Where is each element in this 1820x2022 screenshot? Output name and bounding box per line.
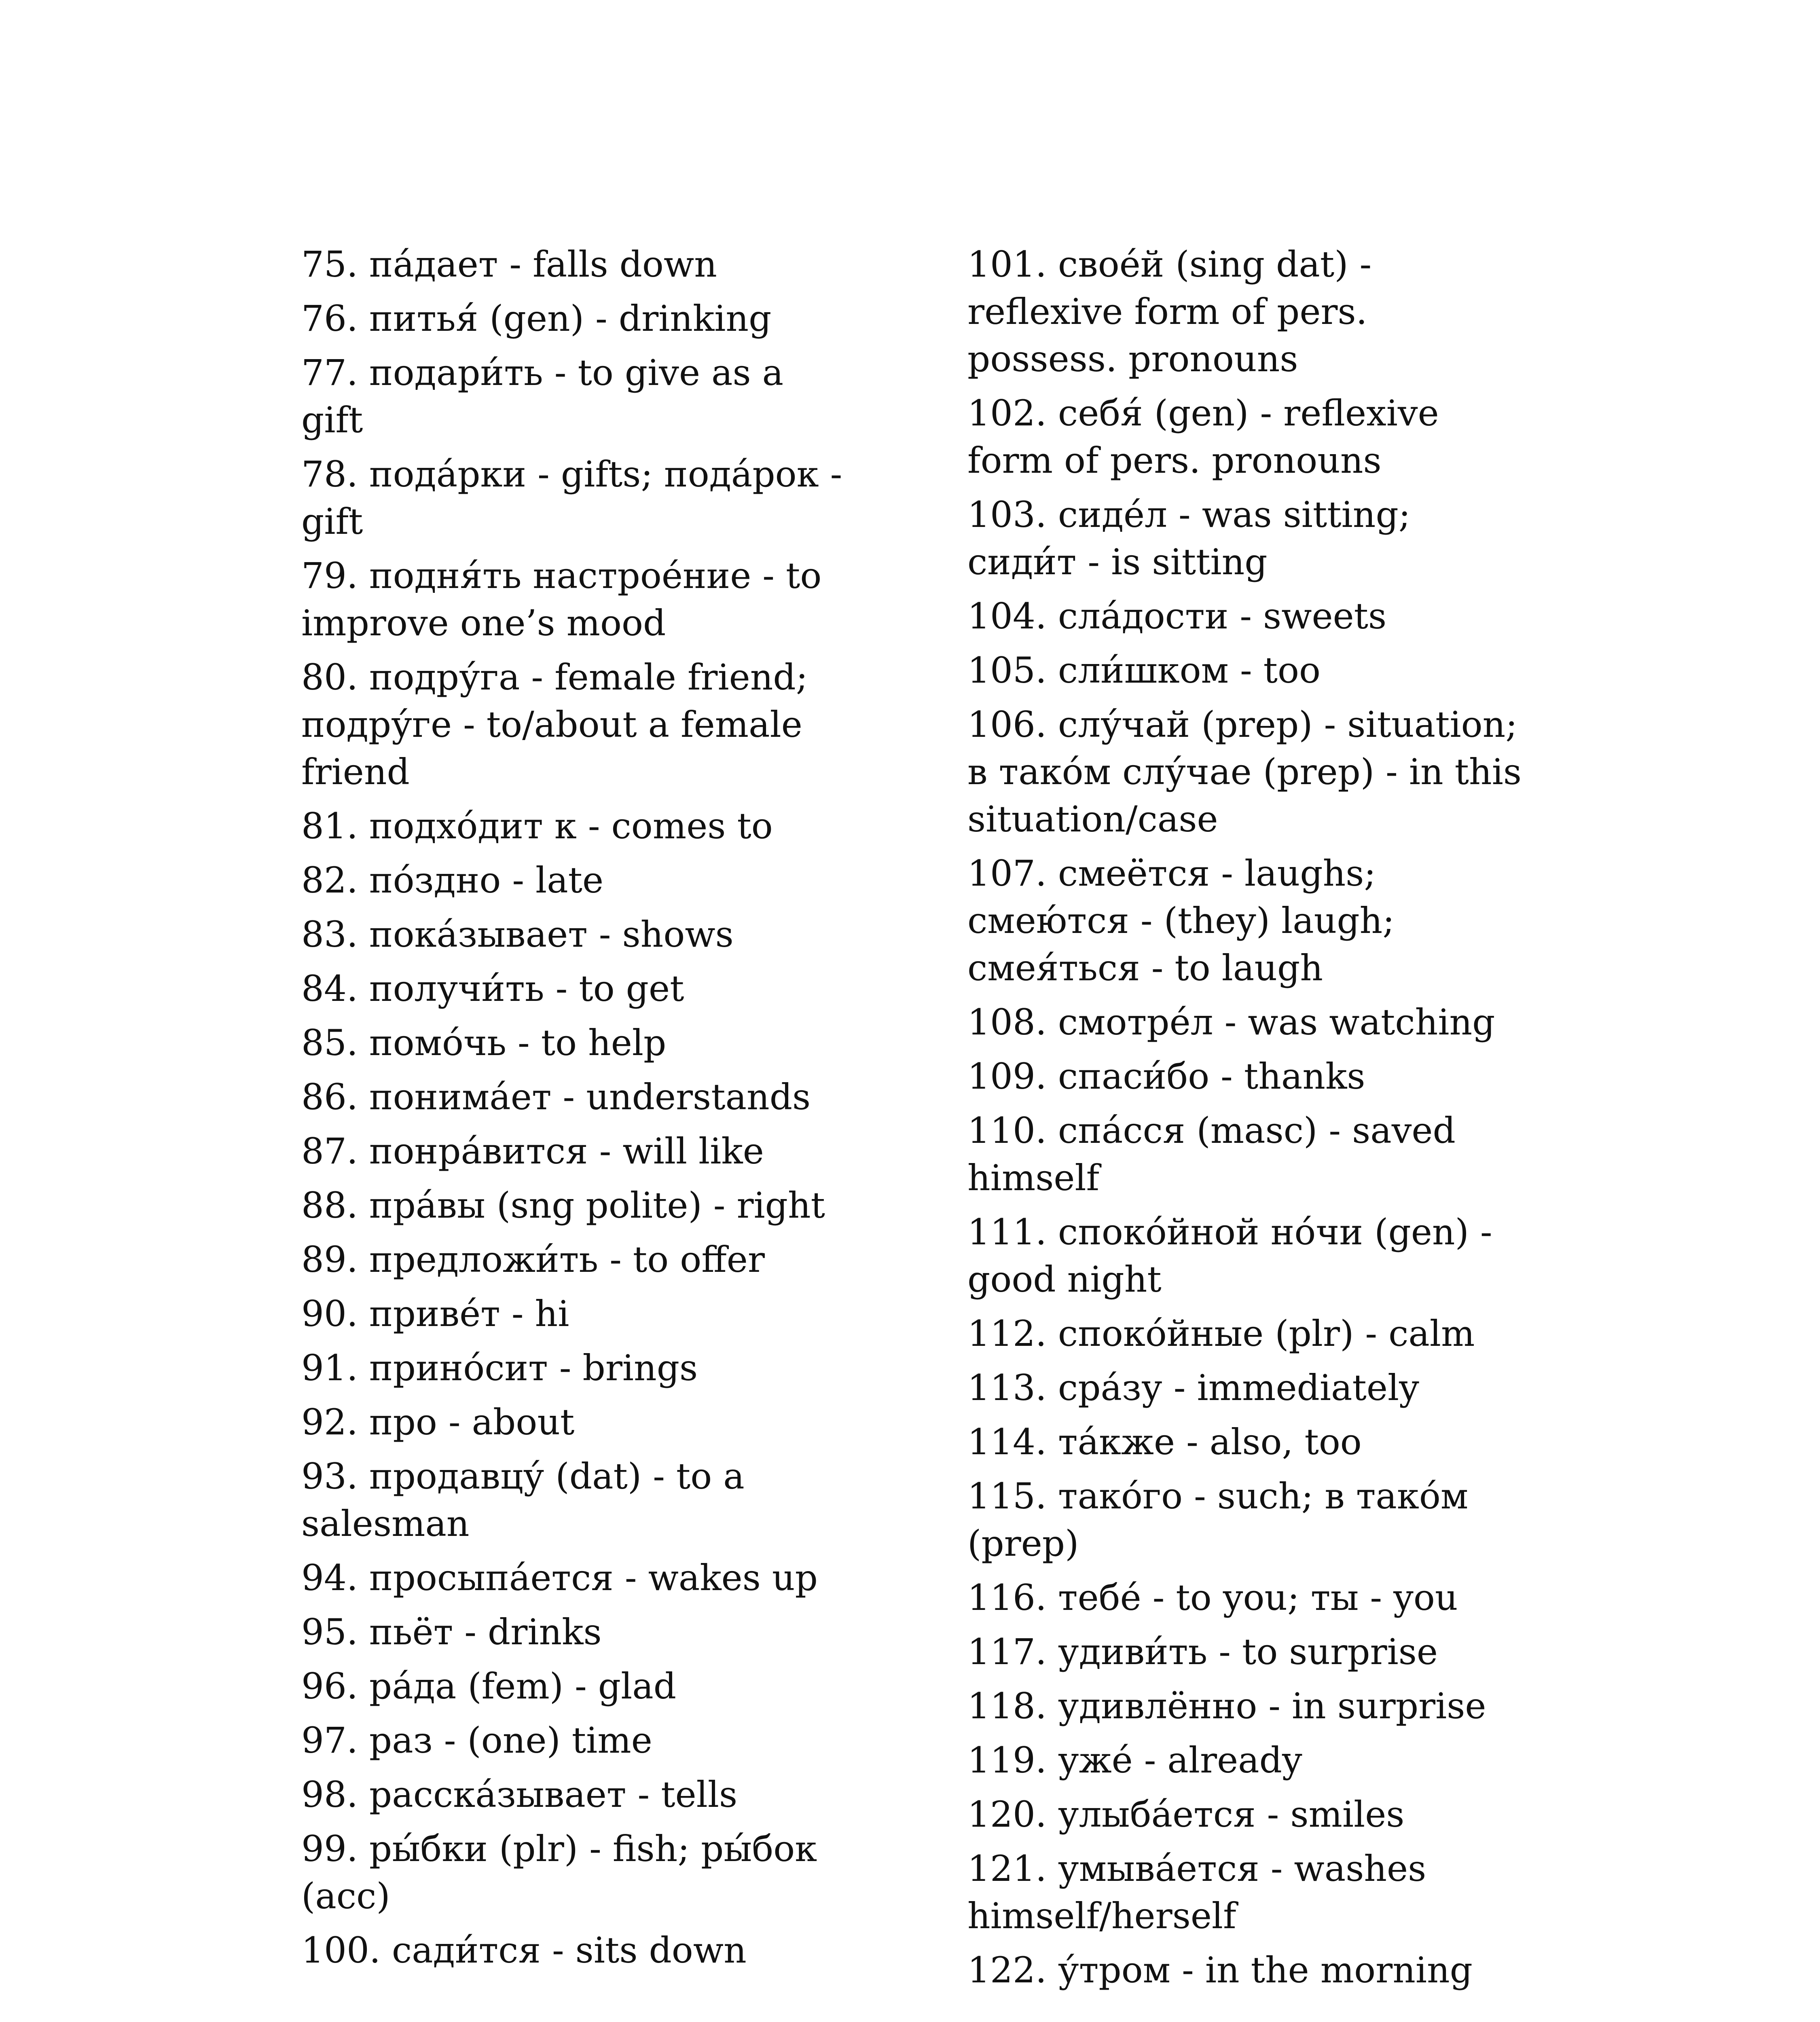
vocab-entry-114: 114. та́кже - also, too <box>967 1421 1362 1463</box>
vocab-entry-99: 99. ры́бки (plr) - fish; ры́бок (acc) <box>301 1828 817 1917</box>
vocab-entry-81: 81. подхо́дит к - comes to <box>301 805 773 847</box>
vocab-entry-86: 86. понима́ет - understands <box>301 1076 811 1118</box>
vocab-entry-83: 83. пока́зывает - shows <box>301 914 734 955</box>
vocab-entry-87: 87. понра́вится - will like <box>301 1130 764 1172</box>
vocab-entry-79: 79. подня́ть настрое́ние - to improve one’s mood <box>301 555 822 644</box>
vocab-entry-89: 89. предложи́ть - to offer <box>301 1239 765 1280</box>
vocab-entry-98: 98. расска́зывает - tells <box>301 1774 738 1815</box>
vocab-entry-115: 115. тако́го - such; в тако́м (prep) <box>967 1475 1469 1564</box>
vocab-entry-76: 76. питья́ (gen) - drinking <box>301 298 772 339</box>
vocab-entry-106: 106. слу́чай (prep) - situation; в тако́м слу́чае (prep) - in this situation/case <box>967 704 1522 840</box>
vocab-entry-108: 108. смотре́л - was watching <box>967 1001 1495 1043</box>
vocab-entry-100: 100. сади́тся - sits down <box>301 1929 747 1971</box>
vocab-entry-78: 78. пода́рки - gifts; пода́рок - gift <box>301 453 842 542</box>
vocab-entry-120: 120. улыба́ется - smiles <box>967 1794 1405 1835</box>
vocab-entry-110: 110. спа́сся (masc) - saved himself <box>967 1110 1456 1199</box>
vocab-entry-102: 102. себя́ (gen) - reflexive form of pers. pronouns <box>967 392 1439 481</box>
vocab-entry-95: 95. пьёт - drinks <box>301 1611 602 1653</box>
vocab-entry-107: 107. смеётся - laughs; смею́тся - (they) laugh; смея́ться - to laugh <box>967 852 1395 989</box>
vocab-entry-85: 85. помо́чь - to help <box>301 1022 667 1064</box>
vocab-entry-96: 96. ра́да (fem) - glad <box>301 1665 677 1707</box>
vocab-entry-94: 94. просыпа́ется - wakes up <box>301 1557 818 1599</box>
vocab-entry-75: 75. па́дает - falls down <box>301 243 717 285</box>
vocab-entry-121: 121. умыва́ется - washes himself/herself <box>967 1848 1426 1937</box>
vocab-entry-91: 91. прино́сит - brings <box>301 1347 698 1389</box>
vocab-entry-77: 77. подари́ть - to give as a gift <box>301 352 784 441</box>
vocab-entry-117: 117. удиви́ть - to surprise <box>967 1631 1438 1673</box>
vocab-entry-104: 104. сла́дости - sweets <box>967 595 1387 637</box>
vocab-entry-90: 90. приве́т - hi <box>301 1293 569 1335</box>
vocabulary-list-right <box>967 241 1528 2001</box>
vocab-entry-88: 88. пра́вы (sng polite) - right <box>301 1184 825 1226</box>
vocab-entry-84: 84. получи́ть - to get <box>301 968 684 1009</box>
vocab-entry-112: 112. споко́йные (plr) - calm <box>967 1313 1475 1354</box>
vocab-entry-109: 109. спаси́бо - thanks <box>967 1055 1365 1097</box>
vocab-entry-111: 111. споко́йной но́чи (gen) - good night <box>967 1211 1492 1300</box>
vocab-entry-80: 80. подру́га - female friend; подру́ге - to/about a female friend <box>301 656 808 793</box>
vocab-entry-82: 82. по́здно - late <box>301 859 604 901</box>
vocab-entry-93: 93. продавцу́ (dat) - to a salesman <box>301 1455 745 1544</box>
vocab-entry-122: 122. у́тром - in the morning <box>967 1949 1473 1991</box>
vocab-entry-103: 103. сиде́л - was sitting; сиди́т - is sitting <box>967 494 1411 583</box>
vocab-entry-116: 116. тебе́ - to you; ты - you <box>967 1577 1458 1618</box>
vocab-entry-119: 119. уже́ - already <box>967 1739 1302 1781</box>
vocab-entry-118: 118. удивлённо - in surprise <box>967 1685 1486 1727</box>
vocab-entry-105: 105. сли́шком - too <box>967 649 1321 691</box>
vocab-entry-101: 101. свое́й (sing dat) - reflexive form of pers. possess. pronouns <box>967 243 1372 380</box>
vocab-entry-113: 113. сра́зу - immediately <box>967 1367 1419 1409</box>
vocab-entry-92: 92. про - about <box>301 1401 575 1443</box>
vocab-entry-97: 97. раз - (one) time <box>301 1720 652 1761</box>
vocabulary-list-left <box>301 241 847 1981</box>
